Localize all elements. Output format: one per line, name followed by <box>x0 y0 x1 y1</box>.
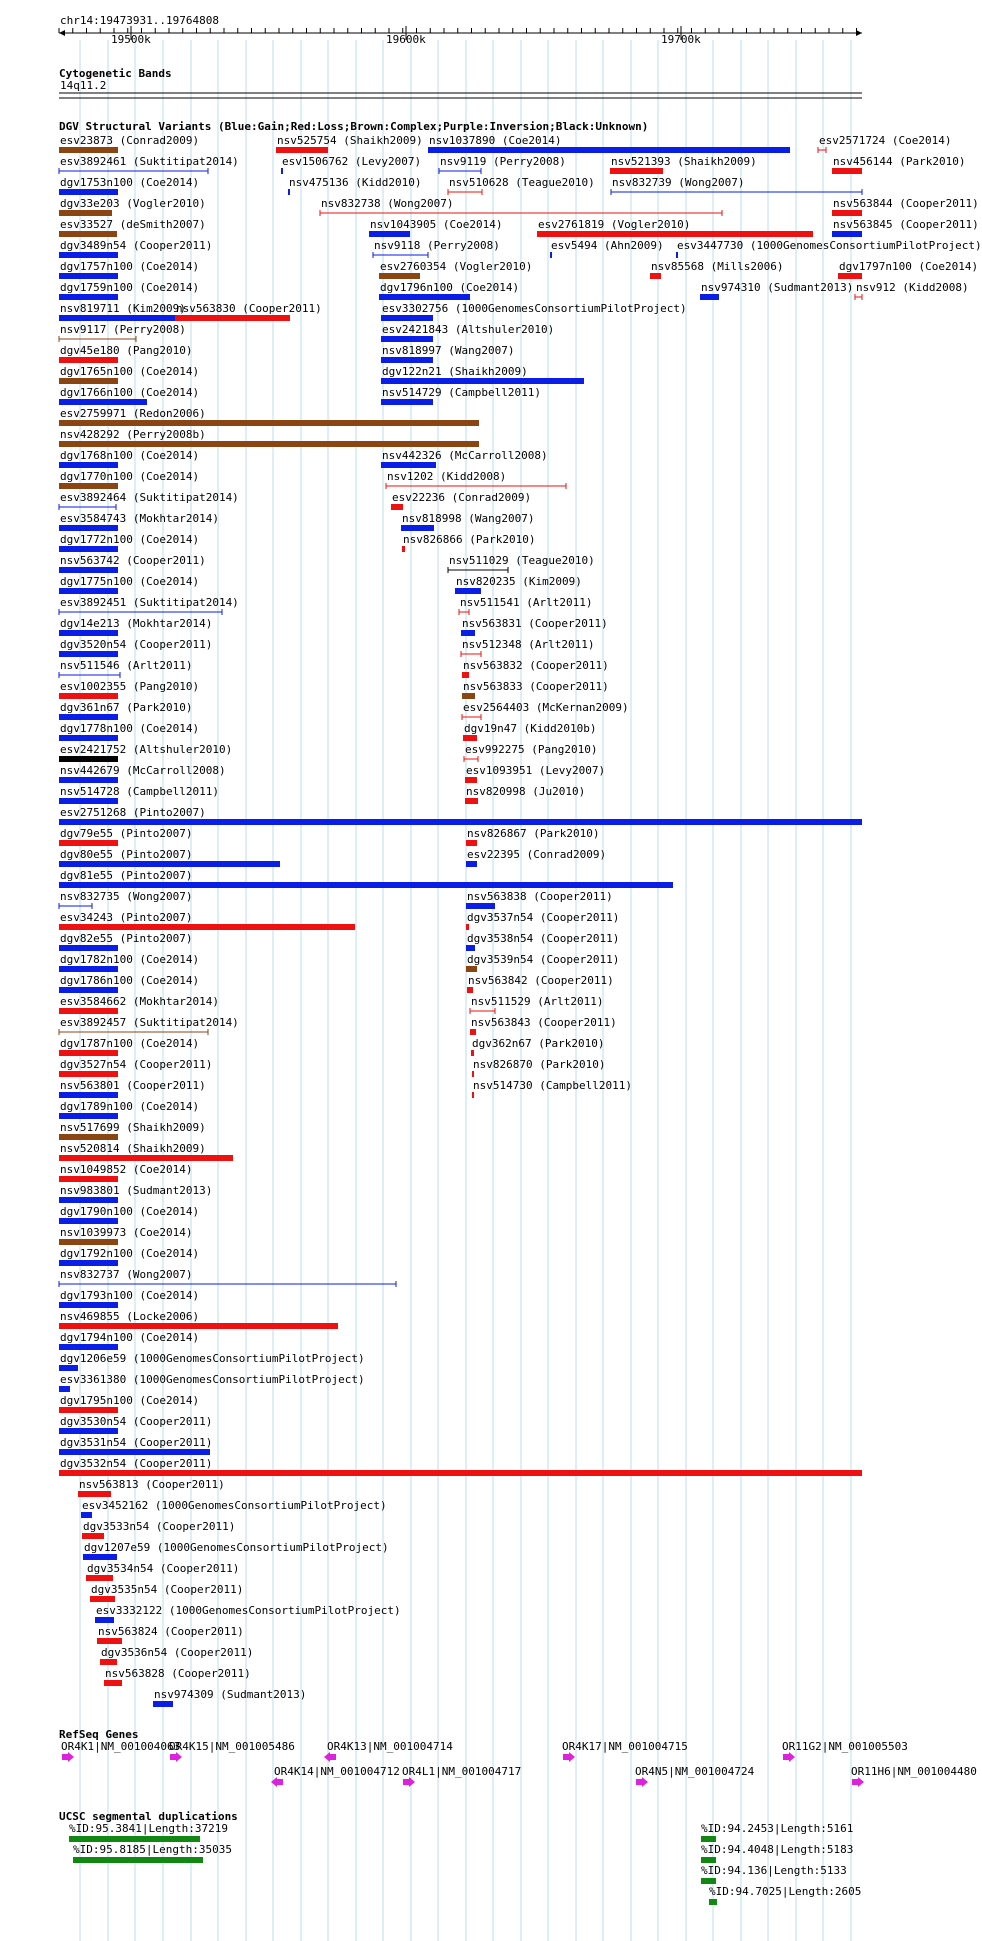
dgv-variant-bar <box>59 840 118 846</box>
refseq-gene-arrow <box>858 1777 864 1787</box>
dgv-variant-label[interactable]: esv3332122 (1000GenomesConsortiumPilotProject) <box>96 1604 401 1617</box>
dgv-variant-bar <box>78 1491 111 1497</box>
dgv-variant-bar <box>650 273 661 279</box>
segdup-bar <box>701 1878 716 1884</box>
dgv-variant-bar <box>59 588 118 594</box>
dgv-variant-bar <box>90 1596 115 1602</box>
dgv-variant-label[interactable]: nsv983801 (Sudmant2013) <box>60 1184 213 1197</box>
dgv-variant-bar <box>832 231 862 237</box>
refseq-gene-arrow <box>642 1777 648 1787</box>
dgv-variant-label[interactable]: esv1002355 (Pang2010) <box>60 680 200 693</box>
dgv-variant-bar <box>402 546 405 552</box>
dgv-variant-bar <box>97 1638 122 1644</box>
dgv-variant-label[interactable]: esv23873 (Conrad2009) <box>60 134 200 147</box>
dgv-variant-label[interactable]: nsv563845 (Cooper2011) <box>833 218 979 231</box>
dgv-variant-label[interactable]: esv3584743 (Mokhtar2014) <box>60 512 219 525</box>
dgv-variant-label[interactable]: dgv1757n100 (Coe2014) <box>60 260 200 273</box>
dgv-variant-label[interactable]: esv2421752 (Altshuler2010) <box>60 743 233 756</box>
dgv-variant-label[interactable]: dgv79e55 (Pinto2007) <box>60 827 193 840</box>
dgv-variant-bar <box>537 231 813 237</box>
dgv-variant-bar <box>59 756 118 762</box>
dgv-variant-label[interactable]: dgv1207e59 (1000GenomesConsortiumPilotProject) <box>84 1541 389 1554</box>
dgv-variant-bar <box>59 189 118 195</box>
dgv-variant-bar <box>401 525 434 531</box>
refseq-gene-label[interactable]: OR4L1|NM_001004717 <box>402 1765 522 1778</box>
dgv-variant-label[interactable]: nsv85568 (Mills2006) <box>651 260 784 273</box>
dgv-variant-bar <box>59 1239 118 1245</box>
dgv-variant-bar <box>288 189 290 195</box>
dgv-variant-bar <box>381 357 433 363</box>
dgv-variant-label[interactable]: dgv3532n54 (Cooper2011) <box>60 1457 213 1470</box>
dgv-variant-label[interactable]: nsv9119 (Perry2008) <box>440 155 566 168</box>
dgv-variant-bar <box>59 147 118 153</box>
dgv-variant-label[interactable]: dgv1770n100 (Coe2014) <box>60 470 200 483</box>
dgv-variant-label[interactable]: nsv826866 (Park2010) <box>403 533 536 546</box>
segdup-bar <box>701 1836 716 1842</box>
dgv-variant-bar <box>466 924 469 930</box>
dgv-variant-bar <box>59 1428 118 1434</box>
dgv-variant-label[interactable]: dgv1794n100 (Coe2014) <box>60 1331 200 1344</box>
dgv-variant-label[interactable]: nsv1043905 (Coe2014) <box>370 218 503 231</box>
dgv-variant-label[interactable]: dgv1792n100 (Coe2014) <box>60 1247 200 1260</box>
dgv-variant-bar <box>59 483 118 489</box>
dgv-variant-label[interactable]: nsv563838 (Cooper2011) <box>467 890 613 903</box>
dgv-variant-label[interactable]: esv2759971 (Redon2006) <box>60 407 206 420</box>
refseq-gene-label[interactable]: OR4N5|NM_001004724 <box>635 1765 755 1778</box>
dgv-variant-bar <box>59 1386 70 1392</box>
dgv-variant-label[interactable]: nsv563842 (Cooper2011) <box>468 974 614 987</box>
dgv-variant-label[interactable]: dgv1795n100 (Coe2014) <box>60 1394 200 1407</box>
dgv-variant-label[interactable]: nsv469855 (Locke2006) <box>60 1310 200 1323</box>
dgv-variant-label[interactable]: nsv521393 (Shaikh2009) <box>611 155 757 168</box>
dgv-variant-bar <box>81 1512 92 1518</box>
dgv-variant-label[interactable]: dgv3534n54 (Cooper2011) <box>87 1562 240 1575</box>
dgv-variant-bar <box>381 462 436 468</box>
dgv-variant-label[interactable]: nsv525754 (Shaikh2009) <box>277 134 423 147</box>
dgv-variant-bar <box>104 1680 122 1686</box>
dgv-variant-label[interactable]: nsv563831 (Cooper2011) <box>462 617 608 630</box>
dgv-variant-bar <box>465 798 478 804</box>
dgv-variant-label[interactable]: nsv1037890 (Coe2014) <box>429 134 562 147</box>
dgv-variant-label[interactable]: dgv3539n54 (Cooper2011) <box>467 953 620 966</box>
dgv-variant-label[interactable]: dgv1782n100 (Coe2014) <box>60 953 200 966</box>
dgv-variant-bar <box>59 693 118 699</box>
dgv-variant-bar <box>95 1617 114 1623</box>
dgv-variant-bar <box>59 987 118 993</box>
refseq-gene-label[interactable]: OR11H6|NM_001004480 <box>851 1765 977 1778</box>
dgv-variant-label[interactable]: esv2761819 (Vogler2010) <box>538 218 691 231</box>
dgv-variant-bar <box>59 399 147 405</box>
refseq-gene-label[interactable]: OR4K13|NM_001004714 <box>327 1740 453 1753</box>
refseq-gene-arrow <box>789 1752 795 1762</box>
dgv-variant-bar <box>461 630 475 636</box>
dgv-variant-bar <box>381 336 433 342</box>
dgv-variant-bar <box>82 1533 104 1539</box>
dgv-variant-label[interactable]: esv3892461 (Suktitipat2014) <box>60 155 239 168</box>
dgv-variant-bar <box>462 672 469 678</box>
dgv-variant-bar <box>59 1365 78 1371</box>
dgv-variant-label[interactable]: nsv563801 (Cooper2011) <box>60 1079 206 1092</box>
dgv-variant-bar <box>59 861 280 867</box>
dgv-variant-label[interactable]: esv2571724 (Coe2014) <box>819 134 952 147</box>
dgv-variant-label[interactable]: dgv1793n100 (Coe2014) <box>60 1289 200 1302</box>
dgv-variant-label[interactable]: nsv563843 (Cooper2011) <box>471 1016 617 1029</box>
dgv-variant-label[interactable]: dgv45e180 (Pang2010) <box>60 344 193 357</box>
dgv-track-title[interactable]: DGV Structural Variants (Blue:Gain;Red:Loss;Brown:Complex;Purple:Inversion;Black:Unknown) <box>59 120 649 133</box>
dgv-variant-label[interactable]: nsv832739 (Wong2007) <box>612 176 745 189</box>
segdup-track-title[interactable]: UCSC segmental duplications <box>59 1810 238 1823</box>
dgv-variant-bar <box>470 1029 476 1035</box>
dgv-variant-bar <box>465 777 477 783</box>
dgv-variant-label[interactable]: esv34243 (Pinto2007) <box>60 911 193 924</box>
dgv-variant-bar <box>59 714 118 720</box>
dgv-variant-bar <box>59 1302 118 1308</box>
dgv-variant-label[interactable]: esv992275 (Pang2010) <box>465 743 598 756</box>
dgv-variant-label[interactable]: nsv563813 (Cooper2011) <box>79 1478 225 1491</box>
dgv-variant-label[interactable]: dgv1775n100 (Coe2014) <box>60 575 200 588</box>
dgv-variant-label[interactable]: nsv511529 (Arlt2011) <box>471 995 604 1008</box>
dgv-variant-label[interactable]: nsv510628 (Teague2010) <box>449 176 595 189</box>
dgv-variant-bar <box>59 1134 118 1140</box>
dgv-variant-bar <box>281 168 283 174</box>
dgv-variant-label[interactable]: nsv442679 (McCarroll2008) <box>60 764 226 777</box>
dgv-variant-label[interactable]: dgv361n67 (Park2010) <box>60 701 193 714</box>
dgv-variant-label[interactable]: esv3892464 (Suktitipat2014) <box>60 491 239 504</box>
dgv-variant-label[interactable]: dgv81e55 (Pinto2007) <box>60 869 193 882</box>
dgv-variant-bar <box>59 210 112 216</box>
dgv-variant-bar <box>379 294 470 300</box>
dgv-variant-label[interactable]: nsv511029 (Teague2010) <box>449 554 595 567</box>
dgv-variant-label[interactable]: dgv1759n100 (Coe2014) <box>60 281 200 294</box>
dgv-variant-bar <box>59 630 118 636</box>
dgv-variant-label[interactable]: nsv9117 (Perry2008) <box>60 323 186 336</box>
dgv-variant-bar <box>59 378 118 384</box>
dgv-variant-bar <box>59 882 673 888</box>
dgv-variant-label[interactable]: dgv14e213 (Mokhtar2014) <box>60 617 213 630</box>
dgv-variant-bar <box>59 798 118 804</box>
dgv-variant-label[interactable]: esv5494 (Ahn2009) <box>551 239 664 252</box>
dgv-variant-label[interactable]: nsv563844 (Cooper2011) <box>833 197 979 210</box>
dgv-variant-label[interactable]: nsv826867 (Park2010) <box>467 827 600 840</box>
dgv-variant-bar <box>472 1092 474 1098</box>
dgv-variant-bar <box>381 378 584 384</box>
dgv-variant-label[interactable]: nsv826870 (Park2010) <box>473 1058 606 1071</box>
dgv-variant-label[interactable]: dgv19n47 (Kidd2010b) <box>464 722 597 735</box>
dgv-variant-bar <box>59 1092 118 1098</box>
dgv-variant-label[interactable]: nsv832735 (Wong2007) <box>60 890 193 903</box>
dgv-variant-label[interactable]: dgv3533n54 (Cooper2011) <box>83 1520 236 1533</box>
dgv-variant-bar <box>59 1155 233 1161</box>
dgv-variant-bar <box>59 294 118 300</box>
dgv-variant-label[interactable]: esv22395 (Conrad2009) <box>467 848 607 861</box>
ruler-tick-label: 19500k <box>111 33 151 46</box>
dgv-variant-bar <box>59 924 355 930</box>
dgv-variant-label[interactable]: nsv563742 (Cooper2011) <box>60 554 206 567</box>
dgv-variant-bar <box>83 1554 117 1560</box>
dgv-variant-label[interactable]: dgv3531n54 (Cooper2011) <box>60 1436 213 1449</box>
dgv-variant-label[interactable]: nsv820998 (Ju2010) <box>466 785 586 798</box>
dgv-variant-label[interactable]: esv2751268 (Pinto2007) <box>60 806 206 819</box>
dgv-variant-label[interactable]: nsv475136 (Kidd2010) <box>289 176 422 189</box>
dgv-variant-label[interactable]: nsv517699 (Shaikh2009) <box>60 1121 206 1134</box>
dgv-variant-bar <box>463 735 477 741</box>
dgv-variant-bar <box>467 987 473 993</box>
dgv-variant-bar <box>59 231 117 237</box>
dgv-variant-label[interactable]: dgv1778n100 (Coe2014) <box>60 722 200 735</box>
dgv-variant-bar <box>59 525 118 531</box>
dgv-variant-label[interactable]: nsv563828 (Cooper2011) <box>105 1667 251 1680</box>
dgv-variant-label[interactable]: nsv520814 (Shaikh2009) <box>60 1142 206 1155</box>
dgv-variant-bar <box>153 1701 173 1707</box>
dgv-variant-label[interactable]: dgv80e55 (Pinto2007) <box>60 848 193 861</box>
dgv-variant-bar <box>381 399 433 405</box>
dgv-variant-bar <box>59 273 118 279</box>
dgv-variant-label[interactable]: esv22236 (Conrad2009) <box>392 491 532 504</box>
dgv-variant-bar <box>59 462 118 468</box>
ruler-left-arrow <box>59 30 65 36</box>
dgv-variant-bar <box>462 693 475 699</box>
dgv-variant-bar <box>59 1071 118 1077</box>
segdup-bar <box>701 1857 716 1863</box>
segdup-label[interactable]: %ID:95.3841|Length:37219 <box>69 1822 228 1835</box>
segdup-bar <box>69 1836 200 1842</box>
dgv-variant-label[interactable]: nsv818998 (Wang2007) <box>402 512 535 525</box>
dgv-variant-bar <box>700 294 719 300</box>
dgv-variant-label[interactable]: nsv512348 (Arlt2011) <box>462 638 595 651</box>
dgv-variant-label[interactable]: nsv9118 (Perry2008) <box>374 239 500 252</box>
dgv-variant-bar <box>86 1575 113 1581</box>
refseq-gene-arrow <box>271 1777 277 1787</box>
dgv-variant-label[interactable]: dgv3530n54 (Cooper2011) <box>60 1415 213 1428</box>
dgv-variant-label[interactable]: dgv362n67 (Park2010) <box>472 1037 605 1050</box>
dgv-variant-bar <box>59 1323 338 1329</box>
segdup-label[interactable]: %ID:94.136|Length:5133 <box>701 1864 847 1877</box>
dgv-variant-label[interactable]: dgv3538n54 (Cooper2011) <box>467 932 620 945</box>
dgv-variant-bar <box>838 273 862 279</box>
dgv-variant-label[interactable]: nsv912 (Kidd2008) <box>856 281 969 294</box>
ruler-tick-label: 19600k <box>386 33 426 46</box>
dgv-variant-label[interactable]: esv3447730 (1000GenomesConsortiumPilotProject) <box>677 239 982 252</box>
dgv-variant-bar <box>466 903 495 909</box>
dgv-variant-label[interactable]: dgv1766n100 (Coe2014) <box>60 386 200 399</box>
dgv-variant-bar <box>59 441 479 447</box>
dgv-variant-bar <box>59 1344 118 1350</box>
dgv-variant-label[interactable]: esv2760354 (Vogler2010) <box>380 260 533 273</box>
dgv-variant-label[interactable]: esv3302756 (1000GenomesConsortiumPilotProject) <box>382 302 687 315</box>
dgv-variant-label[interactable]: dgv82e55 (Pinto2007) <box>60 932 193 945</box>
dgv-variant-label[interactable]: dgv1790n100 (Coe2014) <box>60 1205 200 1218</box>
dgv-variant-bar <box>59 420 479 426</box>
segdup-bar <box>709 1899 717 1905</box>
refseq-track-title[interactable]: RefSeq Genes <box>59 1728 139 1741</box>
segdup-label[interactable]: %ID:94.7025|Length:2605 <box>709 1885 862 1898</box>
dgv-variant-bar <box>59 1218 118 1224</box>
dgv-variant-label[interactable]: dgv1797n100 (Coe2014) <box>839 260 979 273</box>
dgv-variant-bar <box>59 1260 118 1266</box>
dgv-variant-bar <box>59 1176 118 1182</box>
dgv-variant-label[interactable]: dgv3535n54 (Cooper2011) <box>91 1583 244 1596</box>
dgv-variant-bar <box>471 1050 474 1056</box>
dgv-variant-bar <box>59 819 862 825</box>
dgv-variant-bar <box>59 567 118 573</box>
dgv-variant-bar <box>59 1197 118 1203</box>
dgv-variant-label[interactable]: nsv511546 (Arlt2011) <box>60 659 193 672</box>
dgv-variant-label[interactable]: nsv563833 (Cooper2011) <box>463 680 609 693</box>
dgv-variant-bar <box>59 546 118 552</box>
dgv-variant-bar <box>550 252 552 258</box>
dgv-variant-label[interactable]: esv1506762 (Levy2007) <box>282 155 422 168</box>
dgv-variant-label[interactable]: nsv511541 (Arlt2011) <box>460 596 593 609</box>
dgv-variant-bar <box>466 861 477 867</box>
refseq-gene-arrow <box>409 1777 415 1787</box>
dgv-variant-bar <box>276 147 328 153</box>
dgv-variant-label[interactable]: dgv1786n100 (Coe2014) <box>60 974 200 987</box>
dgv-variant-label[interactable]: esv3452162 (1000GenomesConsortiumPilotProject) <box>82 1499 387 1512</box>
dgv-variant-label[interactable]: nsv1039973 (Coe2014) <box>60 1226 193 1239</box>
refseq-gene-label[interactable]: OR4K15|NM_001005486 <box>169 1740 295 1753</box>
dgv-variant-bar <box>466 945 475 951</box>
dgv-variant-bar <box>379 273 420 279</box>
dgv-variant-bar <box>472 1071 474 1077</box>
dgv-variant-label[interactable]: esv3892457 (Suktitipat2014) <box>60 1016 239 1029</box>
refseq-gene-arrow <box>324 1752 330 1762</box>
dgv-variant-bar <box>59 966 118 972</box>
dgv-variant-label[interactable]: nsv818997 (Wang2007) <box>382 344 515 357</box>
segdup-label[interactable]: %ID:95.8185|Length:35035 <box>73 1843 232 1856</box>
dgv-variant-label[interactable]: nsv514729 (Campbell2011) <box>382 386 541 399</box>
dgv-variant-bar <box>610 168 663 174</box>
dgv-variant-bar <box>455 588 481 594</box>
segdup-label[interactable]: %ID:94.2453|Length:5161 <box>701 1822 854 1835</box>
dgv-variant-label[interactable]: dgv1789n100 (Coe2014) <box>60 1100 200 1113</box>
dgv-variant-label[interactable]: nsv1049852 (Coe2014) <box>60 1163 193 1176</box>
dgv-variant-bar <box>466 966 477 972</box>
dgv-variant-bar <box>59 735 118 741</box>
refseq-gene-label[interactable]: OR4K17|NM_001004715 <box>562 1740 688 1753</box>
dgv-variant-label[interactable]: dgv1206e59 (1000GenomesConsortiumPilotProject) <box>60 1352 365 1365</box>
dgv-variant-label[interactable]: nsv442326 (McCarroll2008) <box>382 449 548 462</box>
dgv-variant-label[interactable]: dgv1772n100 (Coe2014) <box>60 533 200 546</box>
dgv-variant-label[interactable]: nsv428292 (Perry2008b) <box>60 428 206 441</box>
dgv-variant-bar <box>59 357 118 363</box>
dgv-variant-label[interactable]: esv2421843 (Altshuler2010) <box>382 323 555 336</box>
dgv-variant-bar <box>59 777 118 783</box>
dgv-variant-label[interactable]: nsv832738 (Wong2007) <box>321 197 454 210</box>
dgv-variant-label[interactable]: nsv514728 (Campbell2011) <box>60 785 219 798</box>
dgv-variant-label[interactable]: dgv3527n54 (Cooper2011) <box>60 1058 213 1071</box>
coordinate-title: chr14:19473931..19764808 <box>60 14 219 27</box>
dgv-variant-label[interactable]: esv3892451 (Suktitipat2014) <box>60 596 239 609</box>
dgv-variant-label[interactable]: dgv1765n100 (Coe2014) <box>60 365 200 378</box>
dgv-variant-bar <box>59 1008 118 1014</box>
dgv-variant-bar <box>428 147 790 153</box>
dgv-variant-label[interactable]: esv33527 (deSmith2007) <box>60 218 206 231</box>
dgv-variant-bar <box>59 252 118 258</box>
dgv-variant-label[interactable]: dgv1768n100 (Coe2014) <box>60 449 200 462</box>
refseq-gene-arrow <box>176 1752 182 1762</box>
dgv-variant-label[interactable]: nsv832737 (Wong2007) <box>60 1268 193 1281</box>
ruler-tick-label: 19700k <box>661 33 701 46</box>
dgv-variant-label[interactable]: nsv456144 (Park2010) <box>833 155 966 168</box>
dgv-variant-bar <box>59 1470 862 1476</box>
dgv-variant-label[interactable]: nsv974309 (Sudmant2013) <box>154 1688 307 1701</box>
dgv-variant-label[interactable]: nsv820235 (Kim2009) <box>456 575 582 588</box>
refseq-gene-arrow <box>569 1752 575 1762</box>
dgv-variant-label[interactable]: nsv514730 (Campbell2011) <box>473 1079 632 1092</box>
dgv-variant-label[interactable]: esv1093951 (Levy2007) <box>466 764 606 777</box>
dgv-variant-bar <box>59 1113 118 1119</box>
segdup-bar <box>73 1857 203 1863</box>
dgv-variant-label[interactable]: nsv563830 (Cooper2011) <box>176 302 322 315</box>
dgv-variant-bar <box>832 210 862 216</box>
dgv-variant-label[interactable]: dgv33e203 (Vogler2010) <box>60 197 206 210</box>
dgv-variant-bar <box>59 1050 118 1056</box>
dgv-variant-label[interactable]: esv2564403 (McKernan2009) <box>463 701 629 714</box>
refseq-gene-label[interactable]: OR11G2|NM_001005503 <box>782 1740 908 1753</box>
dgv-variant-label[interactable]: nsv974310 (Sudmant2013) <box>701 281 854 294</box>
dgv-variant-bar <box>59 651 118 657</box>
dgv-variant-bar <box>676 252 678 258</box>
dgv-variant-label[interactable]: dgv3520n54 (Cooper2011) <box>60 638 213 651</box>
dgv-variant-label[interactable]: nsv1202 (Kidd2008) <box>387 470 507 483</box>
dgv-variant-bar <box>59 1407 118 1413</box>
cytoband-label: 14q11.2 <box>60 79 107 92</box>
dgv-variant-bar <box>100 1659 117 1665</box>
refseq-gene-label[interactable]: OR4K14|NM_001004712 <box>274 1765 400 1778</box>
dgv-variant-label[interactable]: dgv3536n54 (Cooper2011) <box>101 1646 254 1659</box>
dgv-variant-label[interactable]: dgv122n21 (Shaikh2009) <box>382 365 528 378</box>
dgv-variant-label[interactable]: dgv3537n54 (Cooper2011) <box>467 911 620 924</box>
cytoband-track-title[interactable]: Cytogenetic Bands <box>59 67 172 80</box>
dgv-variant-label[interactable]: nsv563832 (Cooper2011) <box>463 659 609 672</box>
dgv-variant-bar <box>175 315 290 321</box>
dgv-variant-bar <box>59 1449 210 1455</box>
dgv-variant-bar <box>391 504 403 510</box>
dgv-variant-label[interactable]: dgv1753n100 (Coe2014) <box>60 176 200 189</box>
dgv-variant-label[interactable]: dgv1796n100 (Coe2014) <box>380 281 520 294</box>
dgv-variant-label[interactable]: dgv1787n100 (Coe2014) <box>60 1037 200 1050</box>
dgv-variant-bar <box>466 840 477 846</box>
refseq-gene-arrow <box>68 1752 74 1762</box>
dgv-variant-bar <box>381 315 433 321</box>
segdup-label[interactable]: %ID:94.4048|Length:5183 <box>701 1843 854 1856</box>
refseq-gene-label[interactable]: OR4K1|NM_001004063 <box>61 1740 181 1753</box>
dgv-variant-label[interactable]: nsv819711 (Kim2009) <box>60 302 186 315</box>
dgv-variant-bar <box>832 168 862 174</box>
dgv-variant-label[interactable]: nsv563824 (Cooper2011) <box>98 1625 244 1638</box>
dgv-variant-label[interactable]: dgv3489n54 (Cooper2011) <box>60 239 213 252</box>
dgv-variant-label[interactable]: esv3361380 (1000GenomesConsortiumPilotProject) <box>60 1373 365 1386</box>
dgv-variant-bar <box>59 945 118 951</box>
dgv-variant-label[interactable]: esv3584662 (Mokhtar2014) <box>60 995 219 1008</box>
dgv-variant-bar <box>369 231 410 237</box>
